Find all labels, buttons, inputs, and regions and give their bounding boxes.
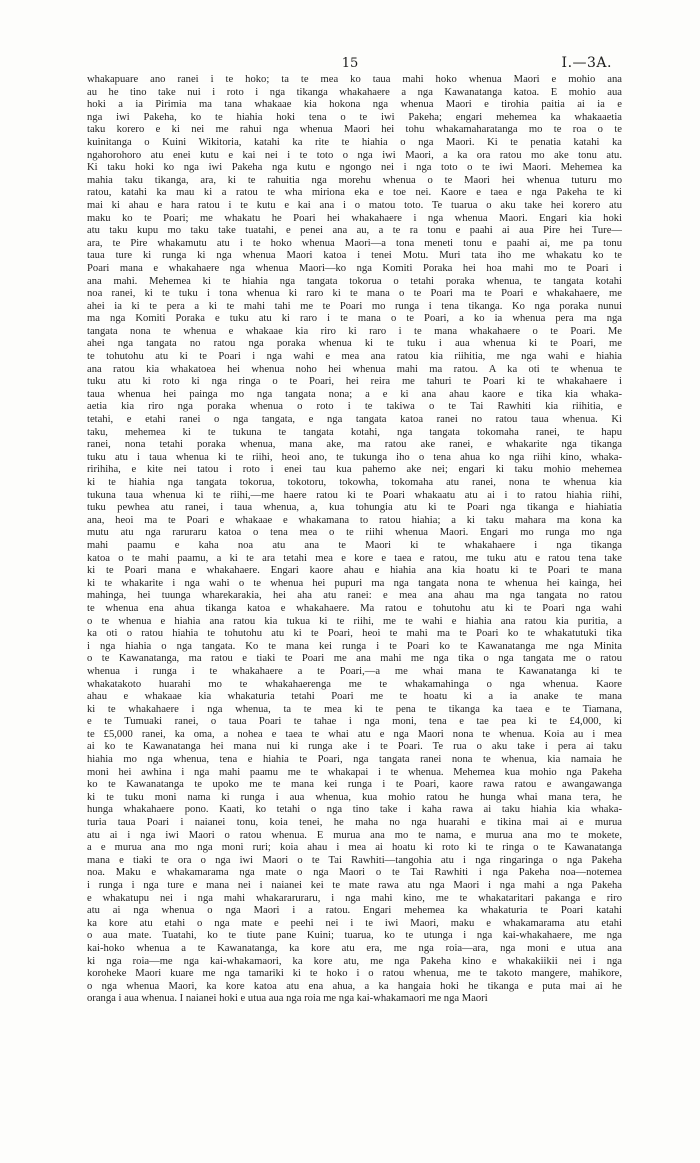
- text-line: tuku atu i taua whenua ki te riihi, heoi ano, te tukunga iho o tena ahua ko nga riihi kino, whaka-: [87, 451, 622, 463]
- body-text: [87, 74, 622, 1006]
- text-line: mutu atu nga raruraru katoa o tena mea o te riihi whenua Maori. Engari mo runga mo nga: [87, 527, 622, 539]
- text-line: te whenua ena ahua tikanga katoa e whakahaere. Ma ratou e tohutohu atu ki te Poari nga wahi: [87, 602, 622, 614]
- text-line: ana, heoi ma te Poari e whakaae e whakamana to ratou hiahia; a ki taku mahara ma kona ka: [87, 514, 622, 526]
- text-line: i nga hiahia o nga tangata. Ko te mana kei runga i te Poari ko te Kawanatanga me nga Minita: [87, 640, 622, 652]
- text-line: mai ki ahau e hara ratou i te kutu e kai ana i o matou toto. Te tuarua o aku take hei korero atu: [87, 199, 622, 211]
- text-line: ki te whakahaere i nga whenua, ta te mea ki te pena te tikanga ka taea e te Tiamana,: [87, 703, 622, 715]
- text-line: ki nga roia—me nga kai-whakamaori, ka kore atu, me nga Pakeha kino e whakakiikii nei i nga: [87, 955, 622, 967]
- text-line: taku, mehemea ki te tukuna te tangata kotahi, nga tangata tokomaha ranei, te hapu: [87, 426, 622, 438]
- text-line: whakapuare ano ranei i te hoko; ta te mea ko taua mahi hoko whenua Maori e mohio ana: [87, 74, 622, 85]
- text-line: ahau e whakaae kia whakaturia tetahi Poari me te hoatu ki a ia anake te mana: [87, 691, 622, 703]
- text-line: ko te Kawanatanga te upoko me te mana kei runga i te Poari, kaore rawa ratou e awangawanga: [87, 779, 622, 791]
- text-line: au he tino take nui i roto i nga tikanga whakahaere a nga Kawanatanga katoa. E mohio aua: [87, 86, 622, 98]
- text-line: ririhiha, e kite nei tatou i roto i enei tau kua pahemo ake nei; engari ki taku mohio mehemea: [87, 464, 622, 476]
- text-line: tetahi, e etahi ranei o nga tangata, e nga tangata katoa ranei no ratou taua whenua. Ki: [87, 414, 622, 426]
- text-line: atu ai nga whenua o nga Maori i a ratou. Engari mehemea ka whakaturia te Poari katahi: [87, 905, 622, 917]
- page-number: 15: [341, 56, 359, 71]
- text-line: mana e tiaki te ora o nga iwi Maori o te Tai Rawhiti—tangohia atu i nga ringaringa o nga Pakeha: [87, 854, 622, 866]
- text-line: mahia taku tikanga, ara, ki te rahuitia nga morehu whenua o te Maori hei whenua tuturu mo: [87, 174, 622, 186]
- text-line: turia taua Poari i naianei tonu, koia tenei, he maha no nga huarahi e tikina mai ai e murua: [87, 817, 622, 829]
- text-line: aetia kia riro nga poraka whenua o roto i te takiwa o te Tai Rawhiti kia riihitia, e: [87, 401, 622, 413]
- text-line: katoa o te mahi paamu, a ki te ara tetahi mea e kore e taea e ratou, me tuku atu e ratou tena take: [87, 552, 622, 564]
- text-line: whenua i runga i te whakahaere a te Poari,—a me whai mana te Kawanatanga ki te: [87, 665, 622, 677]
- text-line: nga iwi Pakeha, ko te hiahia hoki tena o te iwi Pakeha; engari mehemea ka whakaaetia: [87, 111, 622, 123]
- text-line: ahei nga tangata no ratou nga poraka whenua ki te tuku i aua whenua ki te Poari, me: [87, 338, 622, 350]
- text-line: tuku atu ki roto ki nga ringa o te Poari, hei reira me tahuri te Poari ki te whakahaere i: [87, 376, 622, 388]
- text-line: o nga whenua Maori, ka kore katoa atu ena ahua, a ka hangaia hoki he tikanga e puta mai ai he: [87, 980, 622, 992]
- text-line: hiahia mo nga whenua, tena e hiahia te Poari, nga tangata ranei nona te whenua, kia namaia he: [87, 754, 622, 766]
- text-line: ka oti o ratou hiahia te tohutohu atu ki te Poari, heoi te mahi ma te Poari ko te whakatutuki tika: [87, 628, 622, 640]
- text-line: ahei ia ki te pera a ki te mahi tahi me te Poari mo runga i tena tikanga. Ko nga poraka nunui: [87, 300, 622, 312]
- text-line: ana ratou kia whakatoea hei whenua noho hei whenua mahi ma ratou. A ka oti te whenua te: [87, 363, 622, 375]
- text-line: tuku pewhea atu ranei, i taua whenua, a, kua tohungia atu ki te Poari nga tikanga e hiahiatia: [87, 502, 622, 514]
- text-line: o te whenua e hiahia ana ratou kia tukua ki te riihi, me te wahi e hiahia ana ratou kia puritia, a: [87, 615, 622, 627]
- text-line: hoki a ia Pirimia ma tana whakaae kia hokona nga whenua Maori e tirohia paitia ai ia e: [87, 99, 622, 111]
- text-line: whakatakoto huarahi mo te whakahaerenga me te whakamahinga o nga whenua. Kaore: [87, 678, 622, 690]
- text-line: a e murua ana mo nga moni ruri; koia ahau i mea ai hoatu ki roto ki te ringa o te Kawanatanga: [87, 842, 622, 854]
- document-reference: I.—3A.: [561, 55, 612, 71]
- text-line: atu taku kupu mo taku take tuatahi, e penei ana au, a te ra tonu e paahi ai aua Pire hei Ture—: [87, 225, 622, 237]
- text-line: e te Tumuaki ranei, o taua Poari te tahae i nga moni, tena e tae pea ki te £4,000, ki: [87, 716, 622, 728]
- text-line: o aua mate. Tuatahi, ko te tiute pane Kuini; tuarua, ko te utunga i nga kai-whakahaere, me nga: [87, 930, 622, 942]
- text-line: oranga i aua whenua. I naianei hoki e utua aua nga roia me nga kai-whakamaori me nga Maori: [87, 993, 488, 1005]
- text-line: tangata nona te whenua e whakaae kia riro ki raro i te mana whakahaere o te Poari. Me: [87, 325, 622, 337]
- text-line: atu ai i nga iwi Maori o ratou whenua. E murua ana mo te nama, e murua ana mo te mokete,: [87, 829, 622, 841]
- text-line: ki te tuku moni nama ki runga i aua whenua, kua mohio ratou he hunga whai mana tera, he: [87, 791, 622, 803]
- text-line: noa. Maku e whakamarama nga mate o nga Maori o te Tai Rawhiti i nga Pakeha noa—notemea: [87, 867, 622, 879]
- text-line: tukuna taua whenua ki te riihi,—me haere ratou ki te Poari whakaatu atu ai i to ratou hiahia riihi,: [87, 489, 622, 501]
- text-line: koroheke Maori kuare me nga tamariki ki te hoko i o ratou whenua, me te takoto mangere, mahikore,: [87, 968, 622, 980]
- text-line: ka kore atu etahi o nga mate e peehi nei i te iwi Maori, maku e whakamarama atu etahi: [87, 917, 622, 929]
- text-line: mahinga, hei tuunga wharekarakia, hei aha atu ranei: e mea ana ahau ma nga tangata no ratou: [87, 590, 622, 602]
- text-line: taua whenua hei painga mo nga tangata nona; a e ki ana ahau kaore e tika kia whaka-: [87, 388, 622, 400]
- text-line: Poari mana e whakahaere nga whenua Maori—ko nga Komiti Poraka hei hoa mahi mo te Poari i: [87, 262, 622, 274]
- text-line: ratou, katahi ka mau ki a ratou te wha miriona eka e toe nei. Kaore e taea e nga Pakeha te ki: [87, 187, 622, 199]
- text-line: kai-hoko whenua a te Kawanatanga, ka kore atu era, me nga roia—ara, nga moni e utua ana: [87, 942, 622, 954]
- text-line: i runga i nga ture e mana nei i naianei kei te mate rawa atu nga Maori i nga mahi a nga Pakeha: [87, 880, 622, 891]
- text-line: taku korero e ki nei me rahui nga whenua Maori hei tohu whakamaharatanga mo te roa o te: [87, 124, 622, 136]
- text-line: ai ko te Kawanatanga hei mana nui ki runga ake i te Poari. Te rua o aku take i pera ai taku: [87, 741, 622, 753]
- text-line: ara, te Pire whakamutu atu i te hoko whenua Maori—a tona meneti tonu e paahi ai, me pa tonu: [87, 237, 622, 249]
- text-line: ma nga Komiti Poraka e tuku atu ki raro i te mana o te Poari, a ko ia whenua pera ma nga: [87, 313, 622, 325]
- text-line: Ki taku hoki ko nga iwi Pakeha nga kutu e ngongo nei i nga toto o te iwi Maori. Mehemea ka: [87, 162, 622, 174]
- text-line: ki te whakarite i nga wahi o te whenua hei pupuri ma nga tangata nona te whenua hei kainga, hei: [87, 577, 622, 589]
- text-line: ranei, nona tetahi poraka whenua, mana ake, ma ratou ake ranei, e whakarite nga tikanga: [87, 439, 622, 451]
- text-line: moni hei awhina i nga mahi paamu me te whakapai i te whenua. Mehemea kua mohio nga Pakeha: [87, 766, 622, 778]
- text-line: mahi paamu e kaha noa atu ana te Maori ki te whakahaere i nga tikanga: [87, 539, 622, 551]
- text-line: ngahorohoro atu enei kutu e kai nei i te toto o nga iwi Maori, a ka ora ratou mo ake tonu atu.: [87, 149, 622, 161]
- text-line: ana mahi. Mehemea ki te hiahia nga tangata tokorua o tetahi poraka whenua, te tangata kotahi: [87, 275, 622, 287]
- text-line: ki te hiahia nga tangata tokorua, tokotoru, tokowha, tokomaha atu ranei, nona te whenua kia: [87, 477, 622, 488]
- text-line: kuinitanga o Kuini Wikitoria, katahi ka rite te hiahia o nga Maori. Ki te penatia katahi ka: [87, 136, 622, 148]
- text-line: hunga whakahaere pono. Kaati, ko tetahi o nga tino take i kaha rawa ai taku hiahia kia whaka-: [87, 804, 622, 816]
- text-line: te tohutohu atu ki te Poari i nga wahi e mea ana ratou kia riihitia, me nga wahi e hiahia: [87, 351, 622, 363]
- text-line: noa ranei, ki te tuku i tona whenua ki raro ki te mana o te Poari ma te Poari e whakahaere, me: [87, 288, 622, 300]
- text-line: o te Kawanatanga, ma ratou e tiaki te Poari me ana mahi me nga tika o nga tangata me o ratou: [87, 653, 622, 665]
- text-line: maku ko te Poari; me whakatu he Poari hei whakahaere i nga whenua Maori. Engari kia hoki: [87, 212, 622, 224]
- text-line: ki te Poari mana e whakahaere. Engari kaore ahau e hiahia ana kia hoatu ki te Poari te mana: [87, 565, 622, 577]
- text-line: e whakatupu nei i nga mahi whakararuraru, i nga mahi kino, me te whakataritari pakanga e riro: [87, 892, 622, 904]
- text-line: taua ture ki runga ki nga whenua Maori katoa i tenei Motu. Muri tata iho me whakatu ko te: [87, 250, 622, 262]
- text-line: te £5,000 ranei, ka oma, a nohea e taea te whai atu e nga Maori nona te whenua. Koia au i mea: [87, 728, 622, 740]
